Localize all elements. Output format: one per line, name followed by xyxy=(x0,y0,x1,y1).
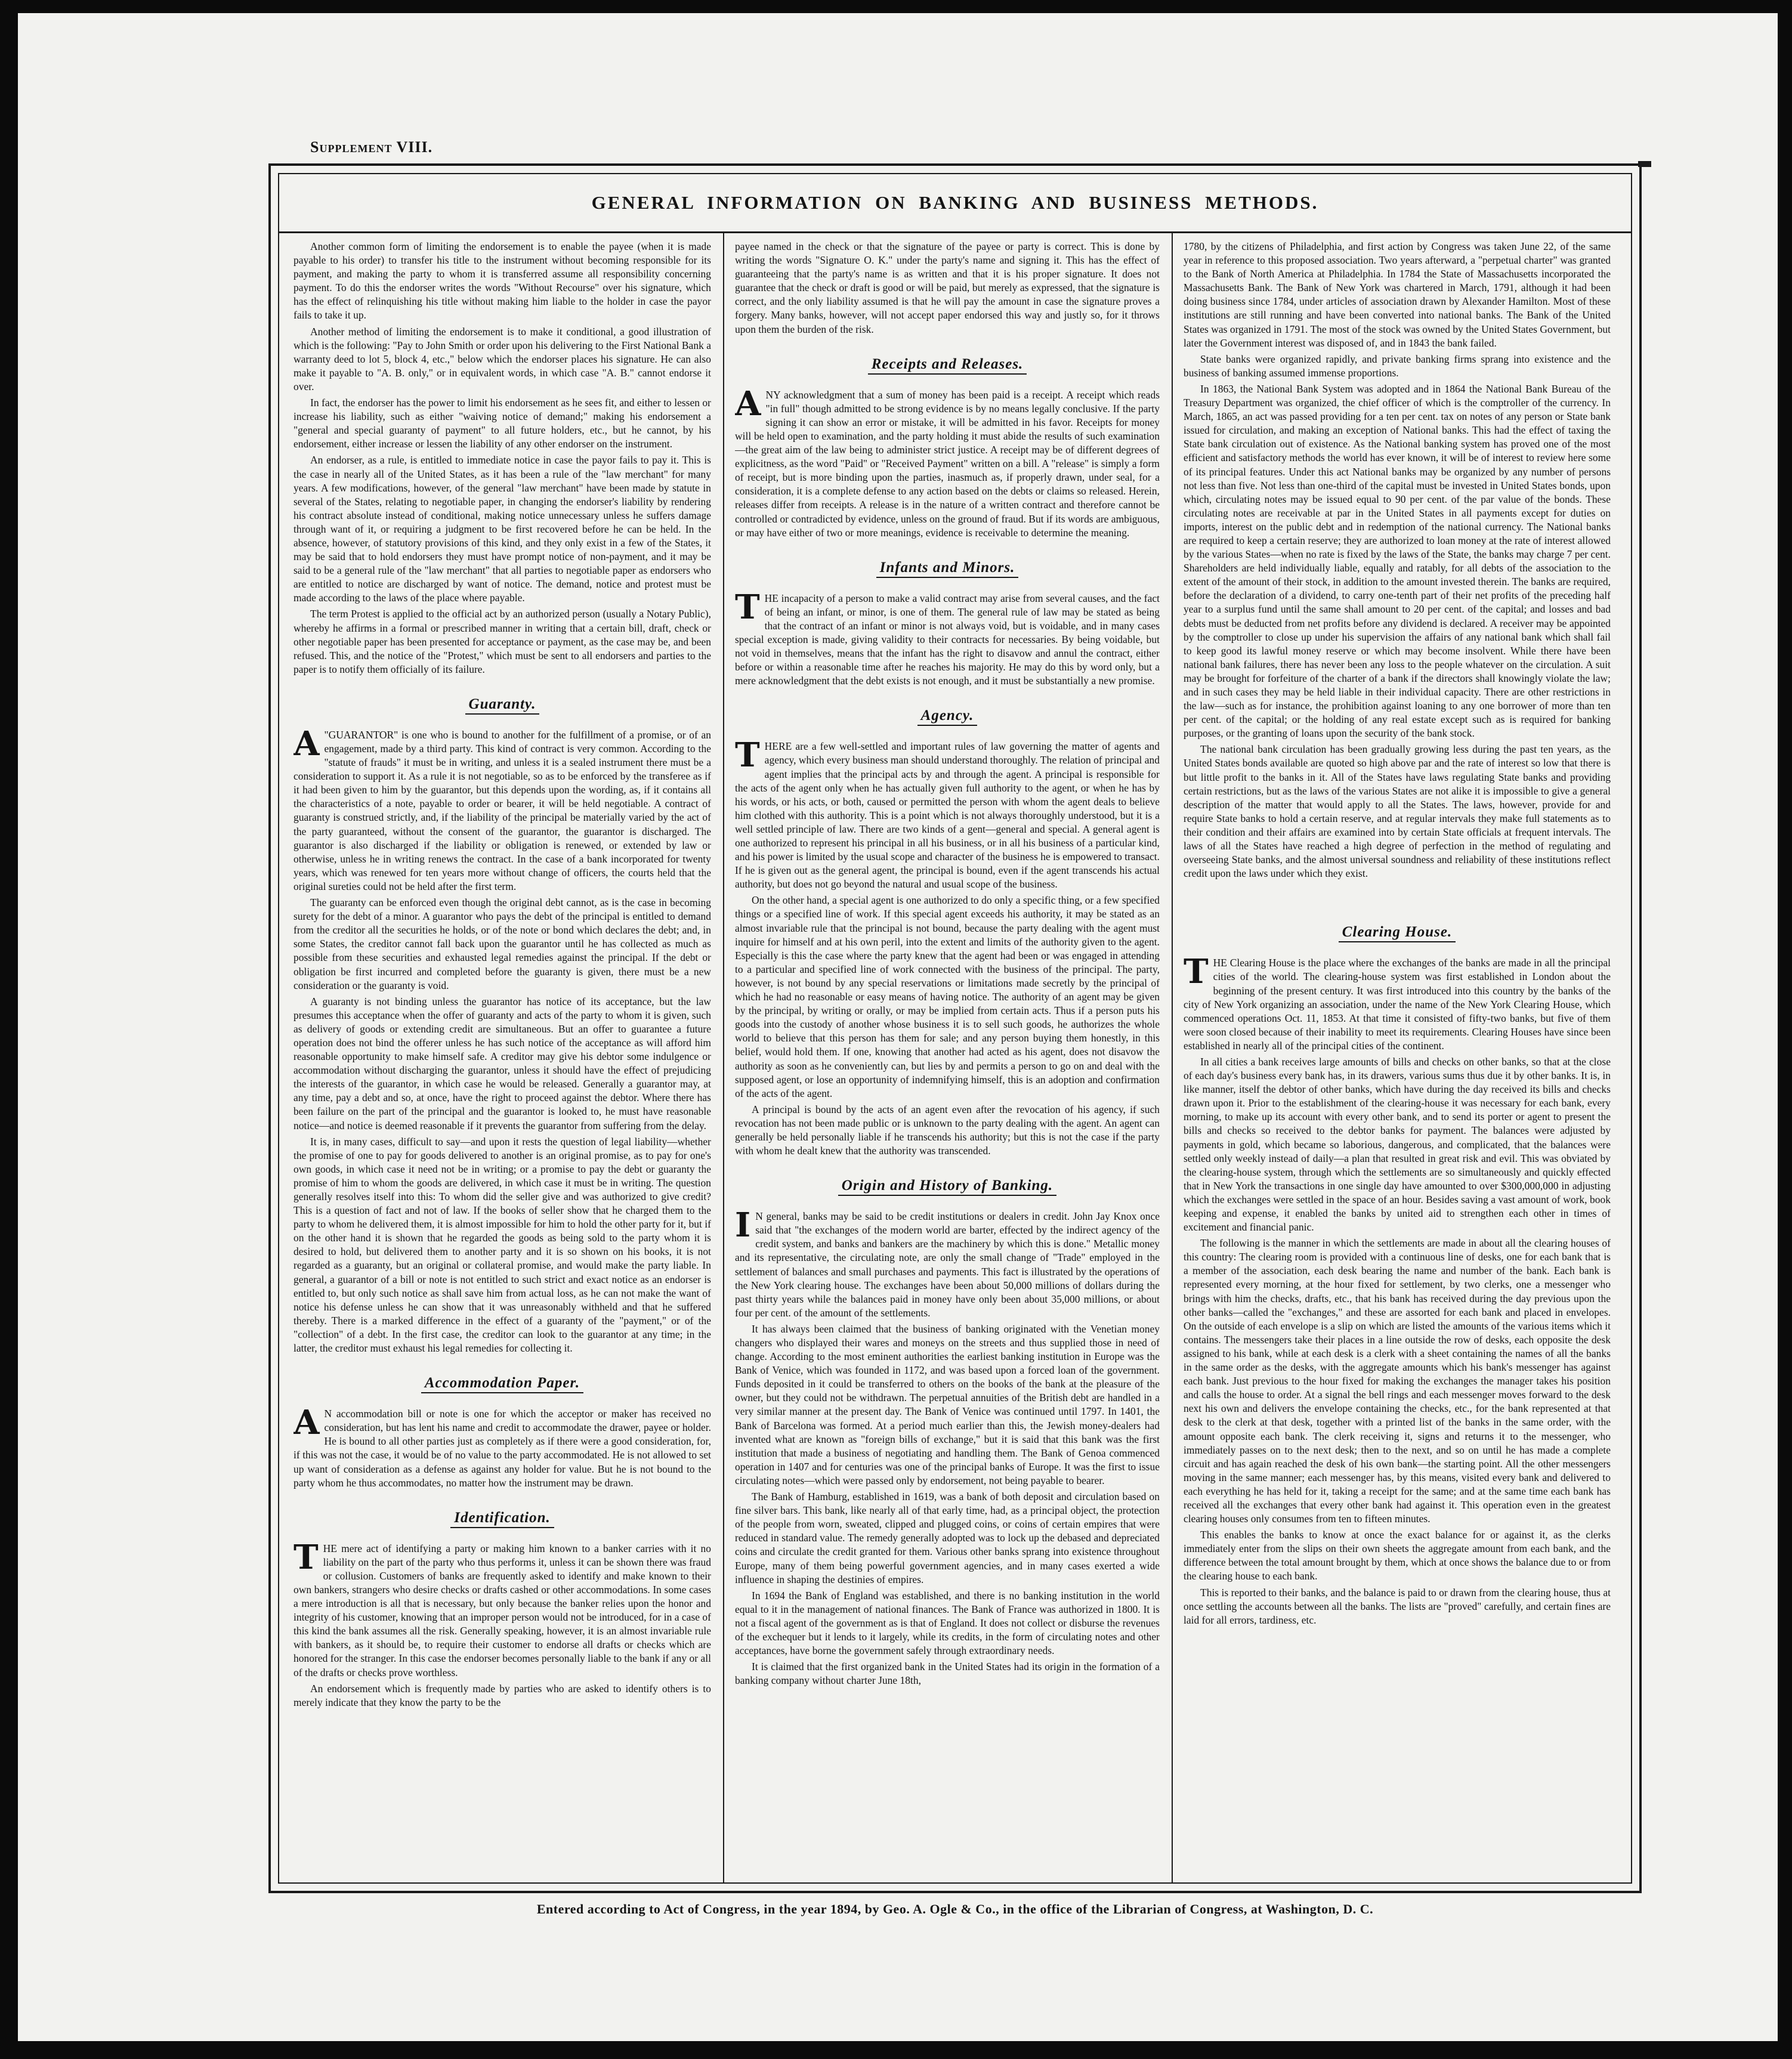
dropcap: T xyxy=(1184,952,1209,992)
paragraph: It is claimed that the first organized bank in the United States had its origin in the formation of a banking company without charter June 18th, xyxy=(735,1661,1160,1687)
dropcap: A xyxy=(293,1403,320,1443)
article-inner-border xyxy=(278,173,1632,1884)
dropcap: T xyxy=(735,587,760,627)
paragraph: It has always been claimed that the business of banking originated with the Venetian money changers who displayed their wares and moneys on the streets and thus supplied those in need of change. According to the most eminent authorities the earliest banking institution in Europe was the Bank of Venice, which was founded in 1172, and was based upon a forced loan of the government. Funds deposited in it could be transferred to others on the books of the bank at the pleasure of the owner, but they could not be withdrawn. The perpetual annuities of the British debt are handled in a very similar manner at the present day. The Bank of Venice was continued until 1797. In 1401, the Bank of Barcelona was formed. At a period much earlier than this, the Jewish money-dealers had invented what are known as "foreign bills of exchange," but it is said that this bank was the first institution that made a business of negotiating and handling them. The Bank of Genoa commenced operation in 1407 and for centuries was one of the principal banks of Europe. It was the first to issue circulating notes—which were passed only by endorsement, not being payable to bearer. xyxy=(735,1322,1160,1486)
paragraph: In fact, the endorser has the power to limit his endorsement as he sees fit, and either to lessen or increase his liability, such as either "waiving notice of demand;" making his endorsement a "general and special guaranty of payment" to all future holders, etc., but he cannot, by his endorsement, either increase or lessen the liability of any other endorser on the instrument. xyxy=(293,397,711,450)
section-heading-clearing-house: Clearing House. xyxy=(1184,922,1611,942)
paragraph: In 1694 the Bank of England was established, and there is no banking institution in the world equal to it in the management of national finances. The Bank of France was authorized in 1800. It is not a fiscal agent of the government as is that of England. It does not collect or disburse the revenues of the exchequer but it lends to it largely, while its credits, in the form of circulating notes and other acceptances, have borne the government safely through extraordinary needs. xyxy=(735,1589,1160,1657)
paragraph: This is reported to their banks, and the balance is paid to or drawn from the clearing house, thus at once settling the accounts between all the banks. The lists are "proved" carefully, and certain fines are laid for all errors, tardiness, etc. xyxy=(1184,1586,1611,1626)
paragraph: An endorsement which is frequently made by parties who are asked to identify others is to merely indicate that they know the party to be the xyxy=(293,1682,711,1708)
paragraph: This enables the banks to know at once the exact balance for or against it, as the clerks immediately enter from the slips on their own sheets the aggregate amount from each bank, and the difference between the total amount brought by them, which at once shows the balance due to or from the clearing house to each bank. xyxy=(1184,1529,1611,1582)
paragraph: It is, in many cases, difficult to say—and upon it rests the question of legal liability—whether the promise of one to pay for goods delivered to another is an original promise, as to pay for one's own goods, in which case it need not be in writing; or a promise to pay the debt or guaranty the promise of him to whom the goods are delivered, in which case it must be in writing. The question generally resolves itself into this: To whom did the seller give and was authorized to give credit? This is a question of fact and not of law. If the books of seller show that he charged them to the party to whom he delivered them, it is almost impossible for him to hold the other party for it, but if on the other hand it is shown that he regarded the goods as being sold to the party whom it is desired to hold, but delivered them to another party and it is so shown on his books, it is not regarded as a guaranty, but an original or collateral promise, and would make the party liable. In general, a guarantor of a bill or note is not entitled to such strict and exact notice as an endorser is entitled to, but only such notice as shall save him from actual loss, as he can not make the want of notice his defense unless he can show that it was unreasonably withheld and that he suffered thereby. There is a marked difference in the effect of a guaranty of the "payment," or of the "collection" of a debt. In the first case, the creditor can look to the guarantor at any time; in the latter, the creditor must exhaust his legal remedies for collecting it. xyxy=(293,1135,711,1355)
paragraph: Another common form of limiting the endorsement is to enable the payee (when it is made payable to his order) to transfer his title to the instrument without becoming responsible for its payment, and making the party to whom it is transferred assume all responsibility concerning payment. To do this the endorser writes the words "Without Recourse" over his signature, which has the effect of relinquishing his title without making him liable to the holder in case the payor fails to take it up. xyxy=(293,240,711,321)
paragraph: The following is the manner in which the settlements are made in about all the clearing houses of this country: The clearing room is provided with a continuous line of desks, one for each bank that is a member of the association, each desk bearing the name and number of the bank. Each bank is represented every morning, at the hour fixed for settlement, by two clerks, one a messenger who brings with him the checks, drafts, etc., that his bank has received during the day previous upon the other banks—called the "exchanges," and these are assorted for each bank and placed in envelopes. On the outside of each envelope is a slip on which are listed the amounts of the various items which it contains. The messengers take their places in a line outside the row of desks, each opposite the desk assigned to his bank, while at each desk is a clerk with a sheet containing the names of all the banks in the same order as the desks, with the aggregate amounts which his bank's messenger has against each bank. Just previous to the hour fixed for making the exchanges the manager takes his position and calls the house to order. At a signal the bell rings and each messenger moves forward to the desk next his own and delivers the envelope containing the checks, etc., for the bank represented at that desk to the clerk at that desk, together with a printed list of the banks in the same order, with the amount opposite each bank. The clerk receiving it, signs and returns it to the messenger, who immediately passes on to the next desk; then to the next, and so on until he has made a complete circuit and has again reached the desk of his own bank—the starting point. All the other messengers moving in the same manner; each messenger has, by this means, visited every bank and delivered to each everything he has held for it, taking a receipt for the same; and at the same time each bank has received all the exchanges that every other bank had against it. This operation even in the greatest clearing houses only consumes from ten to fifteen minutes. xyxy=(1184,1237,1611,1525)
paragraph: ANY acknowledgment that a sum of money has been paid is a receipt. A receipt which reads "in full" though admitted to be strong evidence is by no means legally conclusive. If the party signing it can show an error or mistake, it will be admitted in his favor. Receipts for money will be held open to examination, and the party holding it must abide the results of such examination—the great aim of the law being to administer strict justice. A receipt may be of different degrees of explicitness, as the word "Paid" or "Received Payment" written on a bill. A "release" is simply a form of receipt, but is more binding upon the parties, inasmuch as, if properly drawn, under seal, for a consideration, it is a complete defense to any action based on the debts or claims so released. Herein, releases differ from receipts. A release is in the nature of a written contract and therefore cannot be controlled or contradicted by evidence, unless on the ground of fraud. But if its words are ambiguous, or may have either of two or more meanings, evidence is receivable to determine the meaning. xyxy=(735,384,1160,539)
paragraph: The national bank circulation has been gradually growing less during the past ten years, as the United States bonds available are quoted so high above par and the rate of interest so low that there is but little profit to the banks in it. All of the States have laws regulating State banks and providing certain restrictions, but as the laws of the various States are not alike it is impossible to give a general description of the matter that would apply to all the States. The laws, however, provide for and require State banks to hold a certain reserve, and at regular intervals they make full statements as to their condition and their affairs are examined into by certain State officials at frequent intervals. The laws of all the States have reached a high degree of perfection in the method of regulating and overseeing State banks, and the almost universal soundness and reliability of these institutions reflect credit upon the laws under which they exist. xyxy=(1184,743,1611,880)
paragraph: State banks were organized rapidly, and private banking firms sprang into existence and the business of banking assumed immense proportions. xyxy=(1184,353,1611,379)
column-divider xyxy=(1172,231,1173,1882)
dropcap: T xyxy=(735,735,760,775)
section-heading-accommodation-paper: Accommodation Paper. xyxy=(293,1373,711,1393)
section-heading-identification: Identification. xyxy=(293,1508,711,1528)
dropcap: A xyxy=(735,384,761,423)
paragraph: I N general, banks may be said to be credit institutions or dealers in credit. John Jay Knox once said that "the exchanges of the modern world are barter, effected by the indirect agency of the credit system, and banks and bankers are the machinery by which this is done." Metallic money and its representative, the circulating note, are only the small change of "Trade" employed in the settlement of balances and small purchases and payments. This fact is illustrated by the operations of the New York clearing house. The exchanges have been about 50,000 millions of dollars during the past thirty years while the balances paid in money have only been about 35,000 millions, or about four per cent. of the amount of the settlements. xyxy=(735,1205,1160,1319)
page-title: GENERAL INFORMATION ON BANKING AND BUSINESS METHODS. xyxy=(591,192,1319,213)
paragraph: The Bank of Hamburg, established in 1619, was a bank of both deposit and circulation based on fine silver bars. This bank, like nearly all of that early time, had, as a principal object, the protection of the people from worn, sweated, clipped and plugged coins, or coins of certain empires that were reduced in standard value. The remedy generally adopted was to lock up the debased and depreciated coins and circulate the credit granted for them. Various other banks sprang into existence throughout Europe, many of them being powerful government agencies, and in many cases exerted a wide influence in shaping the destinies of empires. xyxy=(735,1491,1160,1585)
paragraph: In all cities a bank receives large amounts of bills and checks on other banks, so that at the close of each day's business every bank has, in its drawers, various sums thus due it by other banks. It is, in like manner, itself the debtor of other banks, which have during the day received its bills and checks drawn upon it. Prior to the establishment of the clearing-house it was necessary for each bank, every morning, to make up its account with every other bank, and to send its porter or agent to present the bills and checks so received to the debtor banks for payment. The balances were adjusted by payments in gold, which became so laborious, dangerous, and complicated, that the balances were settled only weekly instead of daily—a plan that resulted in great risk and evil. This was obviated by the clearing-house system, through which the settlements are so simultaneously and quickly effected that in New York the transactions in one single day have amounted to over $300,000,000 in adjusting which the exchanges were settled in the space of an hour. Besides saving a vast amount of work, book keeping and expense, it enabled the banks by united aid to strengthen each other in times of excitement and financial panic. xyxy=(1184,1055,1611,1233)
section-heading-origin: Origin and History of Banking. xyxy=(735,1176,1160,1195)
column-2 xyxy=(735,240,1160,1865)
paragraph: THE Clearing House is the place where the exchanges of the banks are made in all the principal cities of the world. The clearing-house system was first established in London about the beginning of the present century. It was first introduced into this country by the banks of the city of New York organizing an association, under the name of the New York Clearing House, which commenced operations Oct. 11, 1853. At that time it consisted of fifty-two banks, but five of them were soon closed because of their inability to meet its requirements. Clearing Houses have since been established in nearly all of the principal cities of the continent. xyxy=(1184,952,1611,1052)
paragraph: A principal is bound by the acts of an agent even after the revocation of his agency, if such revocation has not been made public or is unknown to the party dealing with the agent. An agent can generally be held personally liable if he transcends his authority; but this is not the case if the party with whom he dealt knew that the authority was transcended. xyxy=(735,1103,1160,1157)
section-heading-guaranty: Guaranty. xyxy=(293,694,711,714)
paragraph: A N accommodation bill or note is one for which the acceptor or maker has received no consideration, but has lent his name and credit to accommodate the drawer, payee or holder. He is bound to all other parties just as completely as if there were a good consideration, for, if this was not the case, it would be of no value to the party accommodated. He is not allowed to set up want of consideration as a defense as against any holder for value. But he is not bound to the party whom he thus accommodates, no matter how the instrument may be drawn. xyxy=(293,1403,711,1489)
section-heading-agency: Agency. xyxy=(735,706,1160,725)
section-heading-infants: Infants and Minors. xyxy=(735,558,1160,577)
paragraph: On the other hand, a special agent is one authorized to do only a specific thing, or a few specified things or a specified line of work. If this special agent exceeds his authority, it may be stated as an almost invariable rule that the principal is not bound, because the party dealing with the agent must inquire for himself and at his own peril, into the extent and limits of the authority given to the agent. Especially is this the case where the party knew that the agent had been or was engaged in attending to a particular and specified line of work connected with the business of the principal. The party, however, is not bound by any special reservations or limitations made secretly by the principal of which he had no reasonable or easy means of having notice. The authority of an agent may be given by the principal, by writing or orally, or may be implied from certain acts. Thus if a person puts his goods into the custody of another whose business it is to sell such goods, he authorizes the whole world to believe that this person has them for sale; and any person buying them honestly, in this belief, would hold them. If one, knowing that another had acted as his agent, does not disavow the authority as soon as he conveniently can, but lies by and permits a person to go on and deal with the supposed agent, or lose an opportunity of indemnifying himself, this is an adoption and confirmation of the acts of the agent. xyxy=(735,894,1160,1099)
paragraph: An endorser, as a rule, is entitled to immediate notice in case the payor fails to pay it. This is the case in nearly all of the United States, as it has been a rule of the "law merchant" for many years. A few modifications, however, of the general "law merchant" have been made by statute in several of the States, relating to negotiable paper, in changing the endorser's liability by rendering his contract absolute instead of conditional, making notice unnecessary unless he suffers damage through want of it, or requiring a judgment to be first recovered before he can be held. In the absence, however, of statutory provisions of this kind, and they only exist in a few of the States, it may be said that to hold endorsers they must have prompt notice of non-payment, and it may be said to be a general rule of the "law merchant" that all parties to negotiable paper as endorsers who are entitled to notice are discharged by want of notice. The demand, notice and protest must be made according to the laws of the place where payable. xyxy=(293,454,711,604)
title-bar xyxy=(279,174,1631,233)
section-heading-receipts: Receipts and Releases. xyxy=(735,354,1160,374)
paragraph: The term Protest is applied to the official act by an authorized person (usually a Notary Public), whereby he affirms in a formal or prescribed manner in writing that a certain bill, draft, check or other negotiable paper has been presented for acceptance or payment, as the case may be, and been refused. This, and the notice of the "Protest," which must be sent to all endorsers and parties to the paper is to notify them officially of its failure. xyxy=(293,608,711,675)
article-frame xyxy=(268,163,1642,1893)
paragraph: A guaranty is not binding unless the guarantor has notice of its acceptance, but the law presumes this acceptance when the offer of guaranty and acts of the party to whom it is given, such as delivery of goods or extending credit are simultaneous. But an offer to guarantee a future operation does not bind the offerer unless he has such notice of the acceptance as will afford him reasonable opportunity to make himself safe. A creditor may give his debtor some indulgence or accommodation without discharging the guarantor, unless it should have the effect of prejudicing the interests of the guarantor, in which case he would be released. Generally a guarantor may, at any time, pay a debt and so, at once, have the right to proceed against the debtor. Where there has been failure on the part of the principal and the guarantor is looked to, he must have reasonable notice—and notice is deemed reasonable if it prevents the guarantor from suffering from the delay. xyxy=(293,995,711,1131)
dropcap: T xyxy=(293,1537,319,1577)
paragraph: In 1863, the National Bank System was adopted and in 1864 the National Bank Bureau of the Treasury Department was organized, the chief officer of which is the comptroller of the currency. In March, 1865, an act was passed providing for a ten per cent. tax on notes of any person or State bank issued for circulation, and making an exception of National banks. This had the effect of taxing the State bank circulation out of existence. As the National banking system has proved one of the most efficient and satisfactory methods the world has ever known, it will be of interest to review here some of its principal features. Under this act National banks may be organized by any number of persons not less than five. Not less than one-third of the capital must be invested in United States bonds, upon which, circulating notes may be issued equal to 90 per cent. of the par value of the bonds. These circulating notes are receivable at par in the United States in all payments except for duties on imports, interest on the public debt and in redemption of the national currency. The National banks are required to keep a certain reserve; they are authorized to loan money at the rate of interest allowed by the various States—when no rate is fixed by the laws of the State, the banks may charge 7 per cent. Shareholders are held individually liable, equally and ratably, for all debts of the association to the extent of the amount of their stock, in addition to the amount invested therein. The banks are required, before the declaration of a dividend, to carry one-tenth part of their net profits of the preceding half year to a surplus fund until the same shall amount to 20 per cent. of the capital; and losses and bad debts must be deducted from net profits before any dividend is declared. A receiver may be appointed by the comptroller to close up under his supervision the affairs of any national bank which shall fail to keep good its lawful money reserve or which may become insolvent. While there have been national bank failures, there has never been any loss to the people whatever on the circulation. A suit may be brought for forfeiture of the charter of a bank if the directors shall knowingly violate the law; and in such cases they may be held liable in their individual capacity. There are other restrictions in the law—such as for instance, the prohibition against loaning to any one borrower of more than ten per cent. of the capital; or the holding of any real estate except such as is required for banking purposes, or the granting of loans upon the security of the bank stock. xyxy=(1184,382,1611,740)
dropcap: A xyxy=(293,724,320,763)
paragraph: payee named in the check or that the signature of the payee or party is correct. This is done by writing the words "Signature O. K." under the party's name and signing it. This has the effect of guaranteeing that the party's name is as written and that it is his proper signature. It does not guarantee that the check or draft is good or will be paid, but merely as expressed, that the signature is correct, and the only liability assumed is that he will pay the amount in case the signature proves a forgery. Many banks, however, will not accept paper endorsed this way and justly so, for it throws upon them the burden of the risk. xyxy=(735,240,1160,335)
dropcap: I xyxy=(735,1205,751,1245)
supplement-label: Supplement VIII. xyxy=(310,138,433,156)
paragraph: 1780, by the citizens of Philadelphia, and first action by Congress was taken June 22, of the same year in reference to this proposed association. Two years afterward, a "perpetual charter" was granted to the Bank of North America at Philadelphia. In 1784 the State of Massachusetts incorporated the Massachusetts Bank. The Bank of New York was chartered in March, 1791, although it had been doing business since 1784, under articles of association drawn by Alexander Hamilton. Most of these institutions are still running and have been converted into national banks. The Bank of the United States was organized in 1791. The most of the stock was owned by the United States Government, but later the Government interest was disposed of, and in 1843 the bank failed. xyxy=(1184,240,1611,349)
paragraph: THE mere act of identifying a party or making him known to a banker carries with it no liability on the part of the party who thus performs it, unless it can be shown there was fraud or collusion. Customers of banks are frequently asked to identify and make known to their own bankers, strangers who desire checks or drafts cashed or other accommodations. In some cases a mere introduction is all that is necessary, but only because the banker relies upon the honor and integrity of his customer, knowing that an improper person would not be introduced, for in a case of this kind the bank assumes all the risk. Generally speaking, however, it is an almost invariable rule with bankers, as it should be, to require their customer to endorse all drafts or checks which are honored for the stranger. In this case the endorser becomes personally liable to the bank if any or all of the drafts or checks prove worthless. xyxy=(293,1537,711,1678)
column-1 xyxy=(293,240,711,1865)
column-3 xyxy=(1184,240,1611,1865)
paragraph: THE incapacity of a person to make a valid contract may arise from several causes, and the fact of being an infant, or minor, is one of them. The general rule of law may be stated as being that the contract of an infant or minor is not always void, but is voidable, and in many cases special exception is made, giving validity to their contracts for necessaries. By being voidable, but not void in themselves, means that the infant has the right to disavow and annul the contract, either before or within a reasonable time after he reaches his majority. He may do this by word only, but a mere acknowledgment that the debt exists is not enough, and it must be substantially a new promise. xyxy=(735,587,1160,687)
paragraph: The guaranty can be enforced even though the original debt cannot, as is the case in becoming surety for the debt of a minor. A guarantor who pays the debt of the principal is entitled to demand from the creditor all the securities he holds, or of the note or bond which declares the debt; and, in some States, the creditor cannot fall back upon the guarantor until he has collected as much as possible from these securities and exhausted legal remedies against the principal. If the debt or obligation be first incurred and completed before the guaranty is given, there must be a new consideration or the guaranty is void. xyxy=(293,896,711,991)
paragraph: A "GUARANTOR" is one who is bound to another for the fulfillment of a promise, or of an engagement, made by a third party. This kind of contract is very common. According to the "statute of frauds" it must be in writing, and unless it is a sealed instrument there must be a consideration to support it. As a rule it is not negotiable, so as to be enforced by the transferee as if it had been given to him by the guarantor, but this depends upon the wording, as, if it contains all the characteristics of a note, payable to order or bearer, it will be held negotiable. A contract of guaranty is construed strictly, and, if the liability of the principal be materially varied by the act of the party guaranteed, without the consent of the guarantor, the guarantor is discharged. The guarantor is also discharged if the liability or obligation is renewed, or extended by law or otherwise, unless he in writing renews the contract. In the case of a bank incorporated for twenty years, which was renewed for ten years more without change of officers, the courts held that the original sureties could not be held after the first term. xyxy=(293,724,711,892)
newspaper-page xyxy=(18,13,1778,2041)
paragraph: Another method of limiting the endorsement is to make it conditional, a good illustration of which is the following: "Pay to John Smith or order upon his delivering to the First National Bank a warranty deed to lot 5, block 4, etc.," below which the endorser places his signature. He can also make it payable to "A. B. only," or in equivalent words, in which case "A. B." cannot endorse it over. xyxy=(293,325,711,392)
copyright-footer: Entered according to Act of Congress, in the year 1894, by Geo. A. Ogle & Co., in the office of the Librarian of Congress, at Washington, D. C. xyxy=(536,1902,1374,1916)
paragraph: THERE are a few well-settled and important rules of law governing the matter of agents and agency, which every business man should understand thoroughly. The relation of principal and agent implies that the principal acts by and through the agent. A principal is responsible for the acts of the agent only when he has actually given full authority to the agent, or when he has by his words, or his acts, or both, caused or permitted the person with whom the agent deals to believe him clothed with this authority. This is a point which is not always thoroughly understood, but it is a well settled principle of law. There are two kinds of a gent—general and special. A general agent is one authorized to represent his principal in all his business, or in all his business of a particular kind, and his power is limited by the usual scope and character of the business he is empowered to transact. If he is given out as the general agent, the principal is bound, even if the agent transcends his actual authority, but does not go beyond the natural and usual scope of the business. xyxy=(735,735,1160,891)
column-divider xyxy=(723,231,724,1882)
